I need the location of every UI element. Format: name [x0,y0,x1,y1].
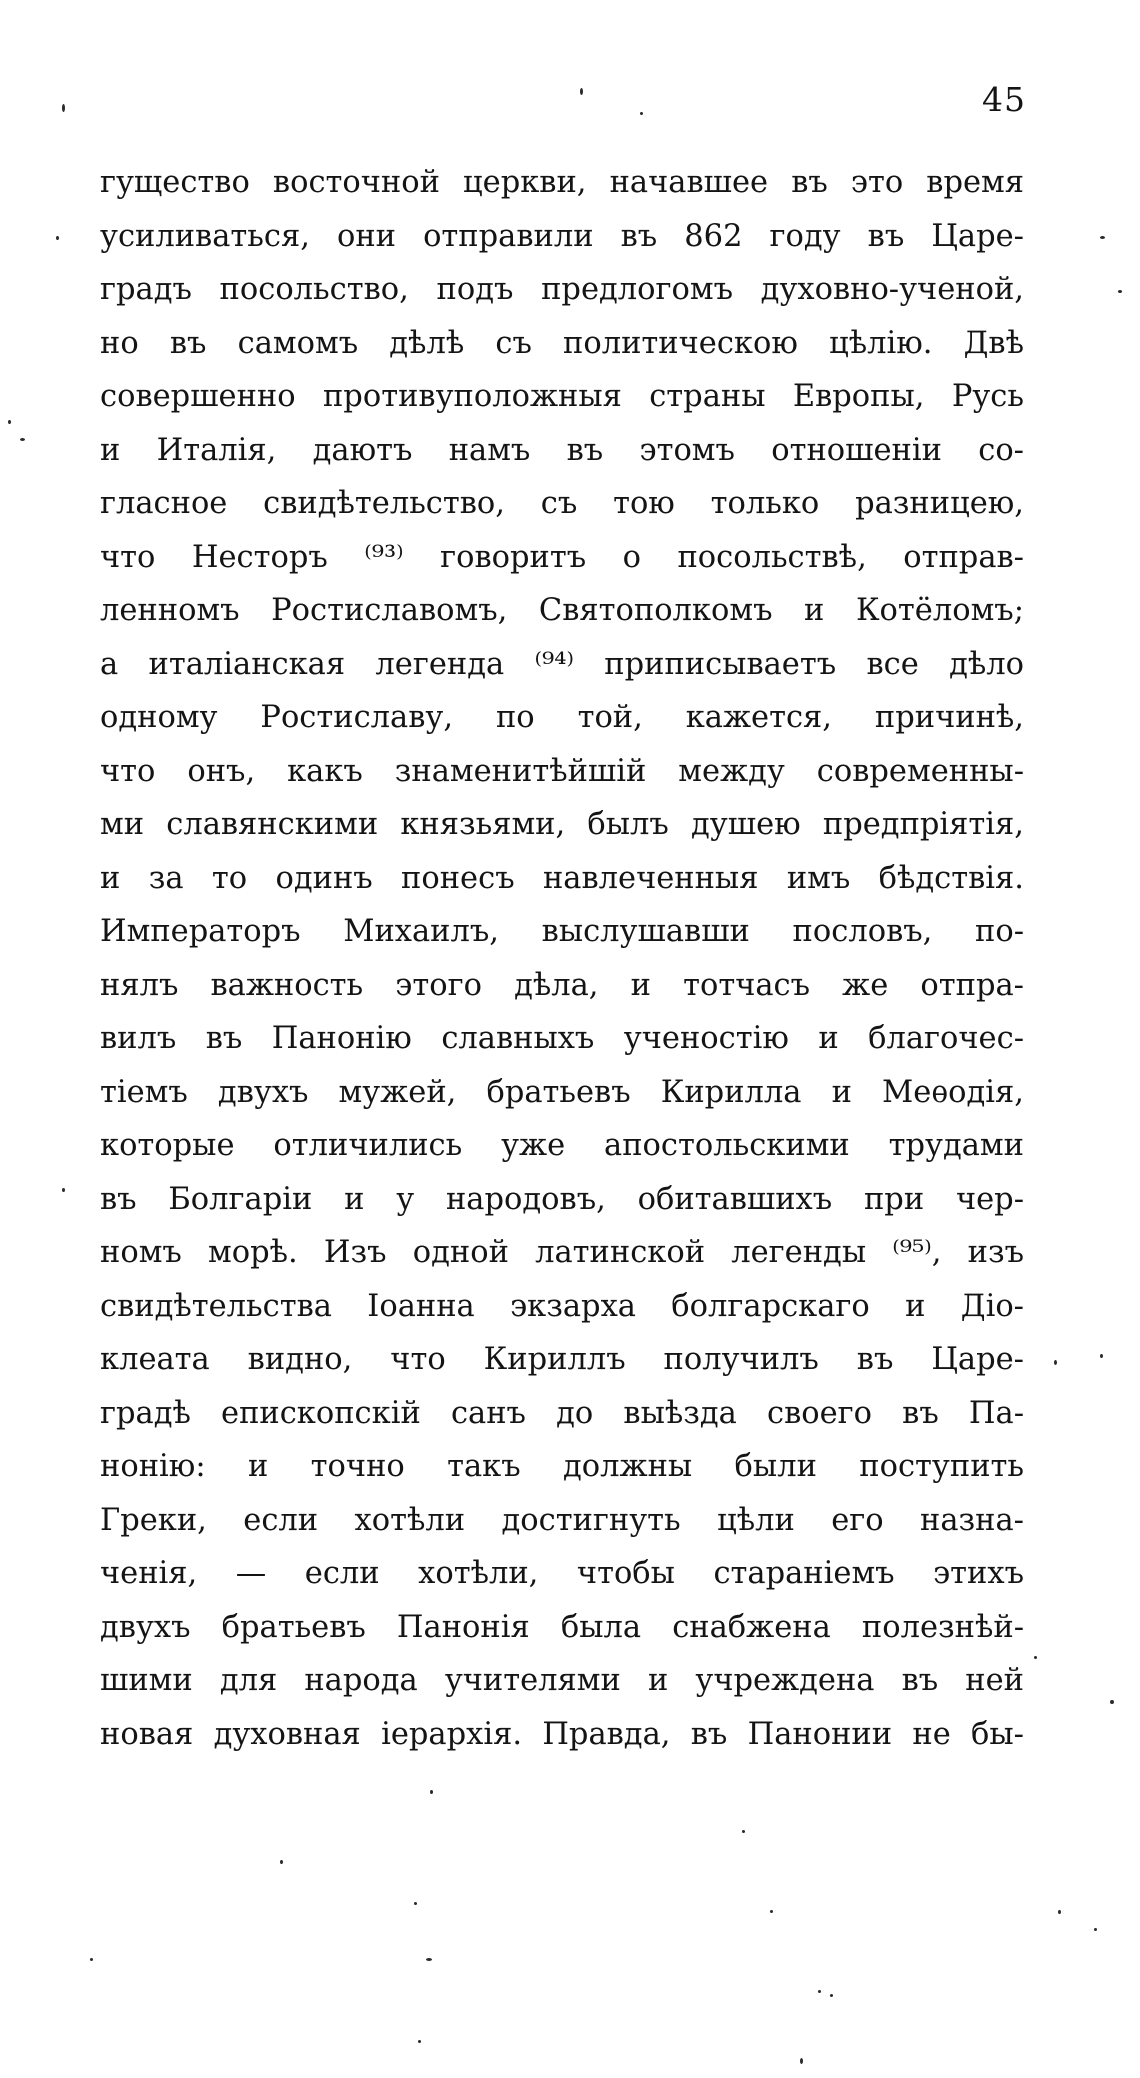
text-line: клеата видно, что Кириллъ получилъ въ Царе- [100,1342,1024,1377]
scan-speck [1094,1928,1097,1931]
scan-speck [800,2058,803,2064]
scan-speck [770,1910,773,1913]
text-line: новая духовная іерархія. Правда, въ Панонии не бы- [100,1716,1024,1752]
text-line: одному Ростиславу, по той, кажется, причинѣ, [100,700,1024,735]
scan-speck [580,88,583,95]
scan-speck [818,1990,821,1993]
text-line: градѣ епископскій санъ до выѣзда своего въ Па- [100,1395,1024,1431]
scan-speck [640,112,643,115]
text-line: градъ посольство, подъ предлогомъ духовно-ученой, [100,272,1024,307]
text-line: вилъ въ Панонію славныхъ ученостію и благочес- [100,1021,1024,1056]
text-line: ленномъ Ростиславомъ, Святополкомъ и Котёломъ; [100,593,1024,628]
scan-speck [62,104,65,112]
scan-speck [1118,290,1122,293]
text-line: нялъ важность этого дѣла, и тотчасъ же отпра- [100,967,1024,1003]
text-line: нонію: и точно такъ должны были поступить [100,1449,1024,1484]
text-line: номъ морѣ. Изъ одной латинской легенды ⁽⁹⁵⁾, изъ [100,1235,1024,1270]
scan-speck [414,1902,417,1905]
text-line: которые отличились уже апостольскими трудами [100,1128,1024,1163]
page-number: 45 [982,80,1026,119]
text-line: Греки, если хотѣли достигнуть цѣли его назна- [100,1502,1024,1538]
text-line: а италіанская легенда ⁽⁹⁴⁾ приписываетъ все дѣло [100,646,1024,682]
scan-speck [56,236,59,240]
text-line: ми славянскими князьями, былъ душею предпріятія, [100,807,1024,842]
scan-speck [280,1860,283,1864]
scan-speck [90,1958,93,1961]
scan-speck [426,1958,432,1961]
body-text [100,156,1024,1761]
text-line: тіемъ двухъ мужей, братьевъ Кирилла и Меѳодія, [100,1074,1024,1110]
text-line: Императоръ Михаилъ, выслушавши пословъ, по- [100,914,1024,949]
scan-speck [430,1790,433,1794]
scan-speck [418,2040,421,2043]
text-line: гласное свидѣтельство, съ тою только разницею, [100,486,1024,521]
text-line: совершенно противуположныя страны Европы, Русь [100,379,1024,414]
text-line: но въ самомъ дѣлѣ съ политическою цѣлію. Двѣ [100,325,1024,361]
text-line: шими для народа учителями и учреждена въ ней [100,1663,1024,1698]
scan-speck [830,1994,833,1997]
scan-speck [1034,1656,1037,1659]
text-line: въ Болгаріи и у народовъ, обитавшихъ при чер- [100,1181,1024,1217]
scan-speck [742,1830,745,1833]
text-line: гущество восточной церкви, начавшее въ это время [100,165,1024,200]
text-line: усиливаться, они отправили въ 862 году въ Царе- [100,218,1024,254]
text-line: и за то одинъ понесъ навлеченныя имъ бѣдствія. [100,860,1024,896]
scan-speck [62,1188,65,1192]
scan-speck [20,438,25,441]
text-line: свидѣтельства Іоанна экзарха болгарскаго и Діо- [100,1288,1024,1324]
text-line: и Италія, даютъ намъ въ этомъ отношеніи со- [100,432,1024,468]
scan-speck [1100,1354,1103,1358]
text-line: ченія, — если хотѣли, чтобы стараніемъ этихъ [100,1556,1024,1591]
scan-speck [1054,1360,1057,1365]
text-line: что Несторъ ⁽⁹³⁾ говоритъ о посольствѣ, отправ- [100,539,1024,575]
text-line: что онъ, какъ знаменитѣйшій между современны- [100,753,1024,789]
scan-speck [1110,1700,1114,1704]
scan-speck [8,420,11,424]
scan-speck [1100,236,1105,239]
scan-speck [1058,1910,1061,1914]
text-line: двухъ братьевъ Панонія была снабжена полезнѣй- [100,1609,1024,1645]
